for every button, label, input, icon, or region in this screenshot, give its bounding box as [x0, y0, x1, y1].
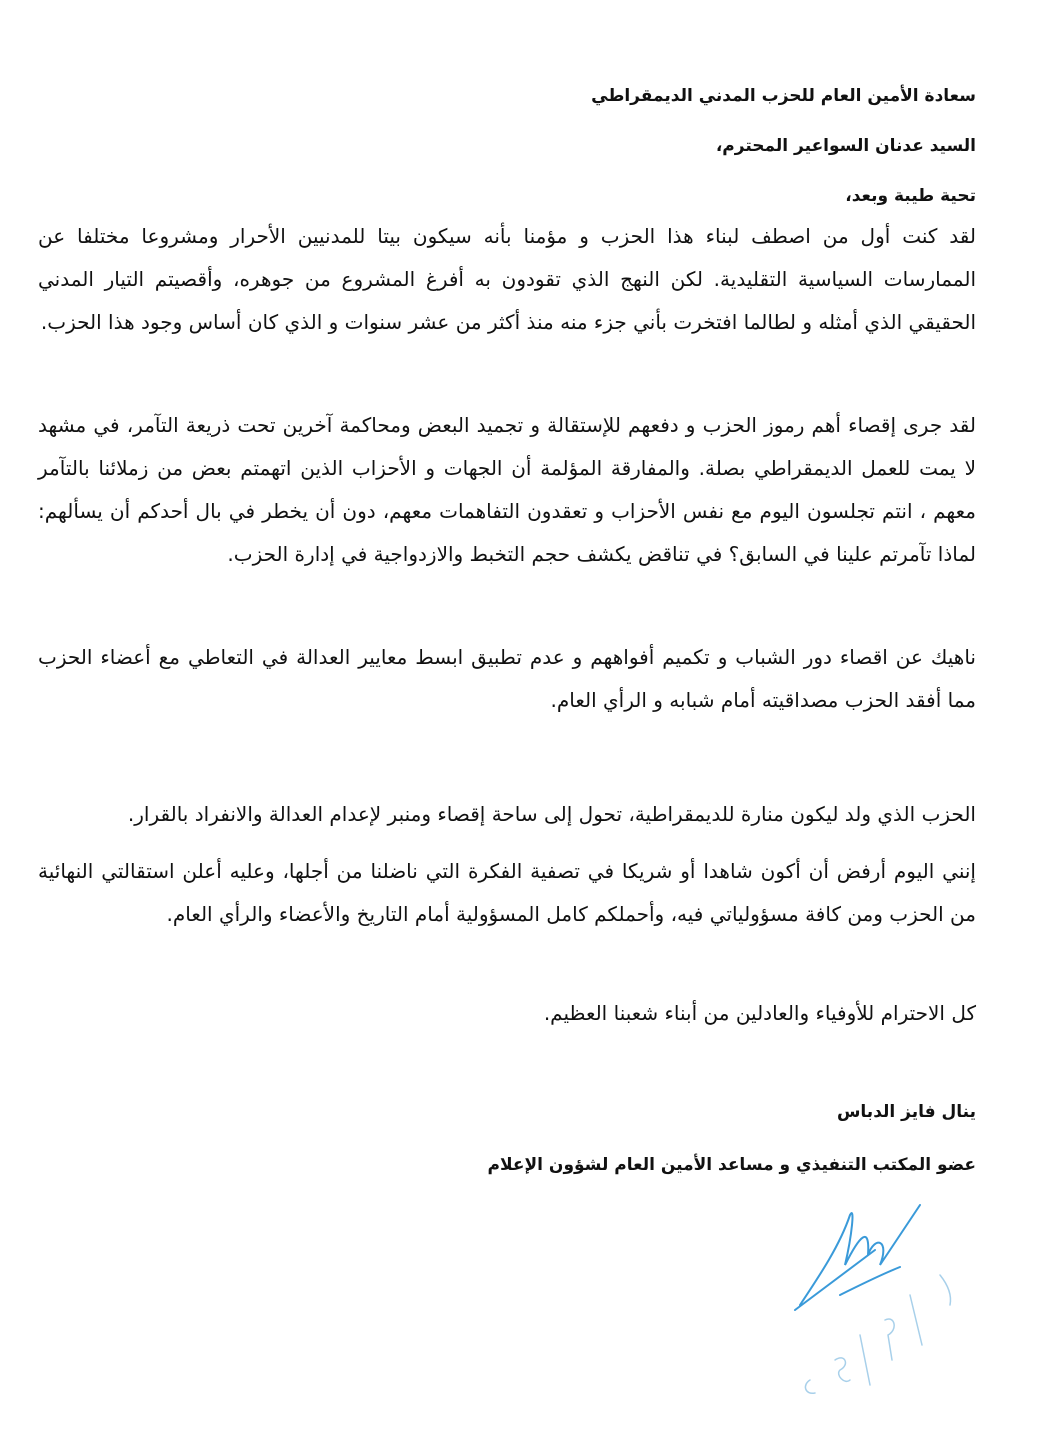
paragraph: إنني اليوم أرفض أن أكون شاهدا أو شريكا في تصفية الفكرة التي ناضلنا من أجلها، وعليه أعلن استقالتي النهائية من الحزب ومن كافة مسؤولياتي فيه، وأحملكم كامل المسؤولية أمام التاريخ والأعضاء والرأي العام. [38, 859, 976, 926]
paragraph: لقد كنت أول من اصطف لبناء هذا الحزب و مؤمنا بأنه سيكون بيتا للمدنيين الأحرار ومشروعا مختلفا عن الممارسات السياسية التقليدية. لكن النهج الذي تقودون به أفرغ المشروع من جوهره، وأقصيتم التيار المدني الحقيقي الذي أمثله و لطالما افتخرت بأني جزء منه منذ أكثر من عشر سنوات و الذي كان أساس وجود هذا الحزب. [38, 224, 976, 334]
paragraph: كل الاحترام للأوفياء والعادلين من أبناء شعبنا العظيم. [543, 1001, 976, 1025]
salutation-title: سعادة الأمين العام للحزب المدني الديمقراطي [591, 86, 976, 106]
handwritten-signature [780, 1195, 980, 1415]
salutation-name: السيد عدنان السواعير المحترم، [715, 136, 976, 156]
paragraph: لقد جرى إقصاء أهم رموز الحزب و دفعهم للإستقالة و تجميد البعض ومحاكمة آخرين تحت ذريعة التآمر، في مشهد لا يمت للعمل الديمقراطي بصلة. والمفارقة المؤلمة أن الجهات و الأحزاب الذين اتهمتم بعض من زملائنا بالتآمر معهم ، انتم تجلسون اليوم مع نفس الأحزاب و تعقدون التفاهمات معهم، دون أن يخطر في بال أحدكم أن يسألهم: لماذا تآمرتم علينا في السابق؟ في تناقض يكشف حجم التخبط والازدواجية في إدارة الحزب. [38, 413, 976, 566]
greeting: تحية طيبة وبعد، [845, 186, 976, 206]
paragraph: الحزب الذي ولد ليكون منارة للديمقراطية، تحول إلى ساحة إقصاء ومنبر لإعدام العدالة والانفراد بالقرار. [127, 802, 976, 826]
paragraph: ناهيك عن اقصاء دور الشباب و تكميم أفواههم و عدم تطبيق ابسط معايير العدالة في التعاطي مع أعضاء الحزب مما أفقد الحزب مصداقيته أمام شبابه و الرأي العام. [38, 645, 976, 712]
signatory-title: عضو المكتب التنفيذي و مساعد الأمين العام لشؤون الإعلام [487, 1155, 976, 1175]
signatory-name: ينال فايز الدباس [836, 1102, 976, 1122]
